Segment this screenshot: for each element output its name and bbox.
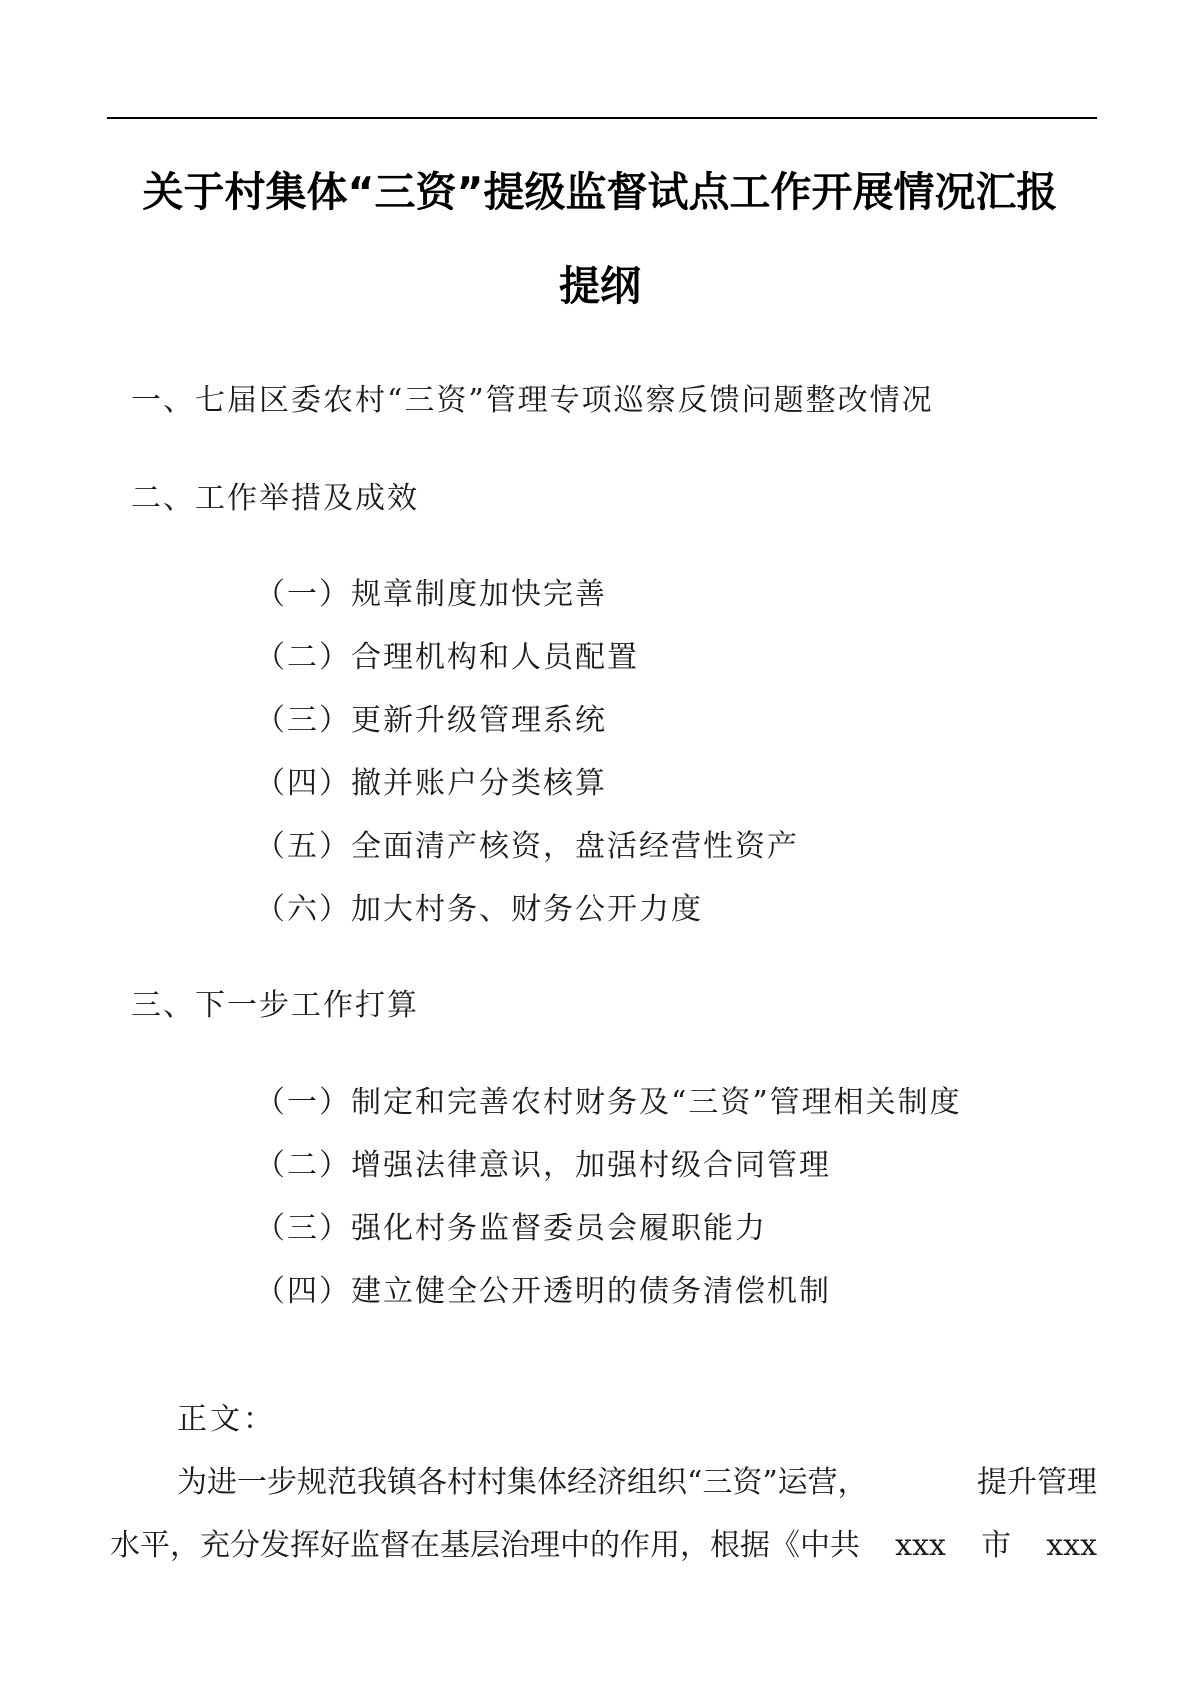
body-text-segment: 市 bbox=[981, 1528, 1012, 1563]
document-title-continued: 提纲 bbox=[559, 262, 641, 310]
body-text-segment: xxx bbox=[895, 1528, 946, 1563]
body-paragraph-line bbox=[177, 1465, 1097, 1500]
body-text-segment: 提升管理 bbox=[977, 1465, 1097, 1500]
outline-item: （一）制定和完善农村财务及“三资”管理相关制度 bbox=[255, 1085, 962, 1120]
body-text-segment: 为进一步规范我镇各村村集体经济组织“三资”运营， bbox=[177, 1465, 868, 1500]
header-rule bbox=[107, 117, 1097, 119]
outline-item: （三）更新升级管理系统 bbox=[255, 703, 607, 738]
document-title: 关于村集体“三资”提级监督试点工作开展情况汇报 bbox=[142, 168, 1058, 216]
outline-heading-2: 二、工作举措及成效 bbox=[131, 481, 419, 516]
body-text-segment: xxx bbox=[1046, 1528, 1097, 1563]
outline-item: （六）加大村务、财务公开力度 bbox=[255, 892, 703, 927]
outline-heading-1: 一、七届区委农村“三资”管理专项巡察反馈问题整改情况 bbox=[131, 383, 934, 418]
outline-item: （五）全面清产核资，盘活经营性资产 bbox=[255, 829, 799, 864]
outline-item: （三）强化村务监督委员会履职能力 bbox=[255, 1211, 767, 1246]
body-text-segment: 水平，充分发挥好监督在基层治理中的作用，根据《中共 bbox=[110, 1528, 860, 1563]
outline-item: （四）撤并账户分类核算 bbox=[255, 766, 607, 801]
outline-item: （二）合理机构和人员配置 bbox=[255, 640, 639, 675]
body-paragraph-line bbox=[110, 1528, 1097, 1563]
outline-item: （四）建立健全公开透明的债务清偿机制 bbox=[255, 1274, 831, 1309]
outline-heading-3: 三、下一步工作打算 bbox=[131, 988, 419, 1023]
body-label: 正文： bbox=[177, 1402, 276, 1437]
outline-item: （二）增强法律意识，加强村级合同管理 bbox=[255, 1148, 831, 1183]
outline-item: （一）规章制度加快完善 bbox=[255, 577, 607, 612]
